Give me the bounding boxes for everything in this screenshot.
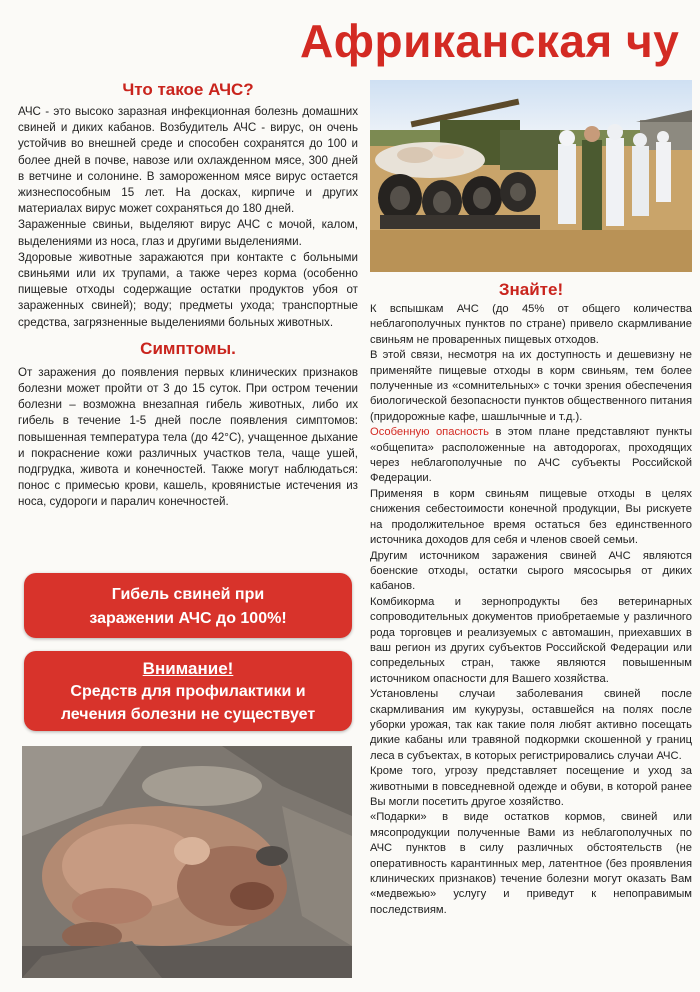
what-is-heading: Что такое АЧС?: [122, 80, 254, 99]
warning-line-1: Средств для профилактики и: [70, 683, 306, 700]
know-paragraph-3: [370, 425, 692, 487]
death-rate-banner: [24, 573, 352, 638]
know-paragraph-5: Другим источником заражения свиней АЧС являются боенские отходы, остатки сырого мясосырья от диких кабанов.: [370, 549, 692, 593]
know-paragraph-6: Комбикорма и зернопродукты без ветеринарных сопроводительных документов приобретаемые у различного рода торговцев и реализуемых с автомашин, приехавших в ваш регион из других субъектов Российской Федерации или сопредельных стран, также являются повышенным источником опасности для Вашего хозяйства.: [370, 595, 692, 685]
know-paragraph-1: К вспышкам АЧС (до 45% от общего количества неблагополучных пунктов по стране) привело скармливание свиньям не проваренных пищевых отходов.: [370, 303, 692, 346]
symptoms-heading: Симптомы.: [140, 338, 236, 358]
death-rate-line-1: Гибель свиней при: [111, 586, 265, 603]
warning-line-2: лечения болезни не существует: [60, 706, 316, 723]
special-danger-highlight: Особенную опасность: [370, 426, 489, 439]
what-is-paragraph-3: Здоровые животные заражаются при контакте с больными свиньями или их трупами, а также через корма (особенно пищевые отходы содержащие остатки продуктов убоя от зараженных свиней); воду; предметы ухода; транспортные средства, загрязненные выделениями больных животных.: [18, 250, 358, 329]
know-paragraph-2: В этой связи, несмотря на их доступность и дешевизну не применяйте пищевые отходы в корм свиньям, тем более полученные из «сомнительных» с точки зрения обеспечения биологической безопасности пунктов общественного питания (придорожные кафе, шашлычные и т.д.).: [370, 349, 692, 423]
what-is-paragraph-1: АЧС - это высоко заразная инфекционная болезнь домашних свиней и диких кабанов. Возбудитель АЧС - вирус, он очень устойчив во внешней среде и способен сохранятся до 100 и более дней в почве, навозе или охлажденном мясе, 300 дней в ветчине и солонине. В замороженном мясе вирус остается жизнеспособным 15 лет. На досках, кирпиче и других материалах вирус может сохраняться до 180 дней.: [18, 105, 358, 216]
warning-banner: [24, 651, 352, 731]
symptoms-paragraph: От заражения до появления первых клинических признаков болезни может пройти от 3 до 15 суток. При остром течении болезни – возможна внезапная гибель животных, либо их гибель в течение 1-5 дней после появления симптомов: повышенная температура тела (до 42°С), учащенное дыхание и покраснение кожи различных участков тела, чаще ушей, подгрудка, живота и конечностей. Также могут наблюдаться: понос с примесью крови, кашель, кровянистые истечения из носа, судороги и паралич конечностей.: [18, 365, 358, 509]
warning-title: Внимание!: [142, 659, 234, 678]
know-paragraph-7: Установлены случаи заболевания свиней после скармливания им кукурузы, оставшейся на полях после уборки урожая, так как такие поля любят активно посещать дикие кабаны или травяной подкормки скошенной у границ леса в субъектах, в которых регистрировались случаи АЧС.: [370, 688, 692, 762]
page-title: Африканская чу: [300, 15, 680, 67]
know-paragraph-8: Кроме того, угрозу представляет посещение и уход за животными в повседневной одежде и обуви, в которой ранее Вы могли посетить другое хозяйство.: [370, 765, 692, 808]
left-column: [18, 80, 358, 511]
what-is-paragraph-2: Зараженные свиньи, выделяют вирус АЧС с мочой, калом, выделениями из носа, глаз и другими выделениями.: [18, 218, 358, 248]
disposal-site-photo: [370, 80, 692, 272]
know-paragraph-3-rest: в этом плане представляют пункты «общепита» расположенные на автодорогах, проходящих через неблагополучные по АЧС субъекты Российской Федерации.: [370, 426, 692, 485]
dead-pig-photo: [22, 746, 352, 978]
death-rate-line-2: заражении АЧС до 100%!: [89, 610, 287, 627]
right-column: [370, 280, 692, 918]
know-paragraph-4: Применяя в корм свиньям пищевые отходы в целях снижения себестоимости конечной продукции, Вы рискуете на продолжительное время остаться без единственного источника доходов для себя и членов своей семьи.: [370, 487, 692, 547]
know-heading: Знайте!: [498, 280, 564, 299]
know-paragraph-9: «Подарки» в виде остатков кормов, свиней или мясопродукции полученные Вами из неблагополучных по АЧС пунктов в силу различных обстоятельств (не оперативность карантинных мер, латентное (без проявления клинических признаков) течение болезни могут оказать Вам «медвежью» услугу и приведут к непоправимым последствиям.: [370, 811, 692, 916]
